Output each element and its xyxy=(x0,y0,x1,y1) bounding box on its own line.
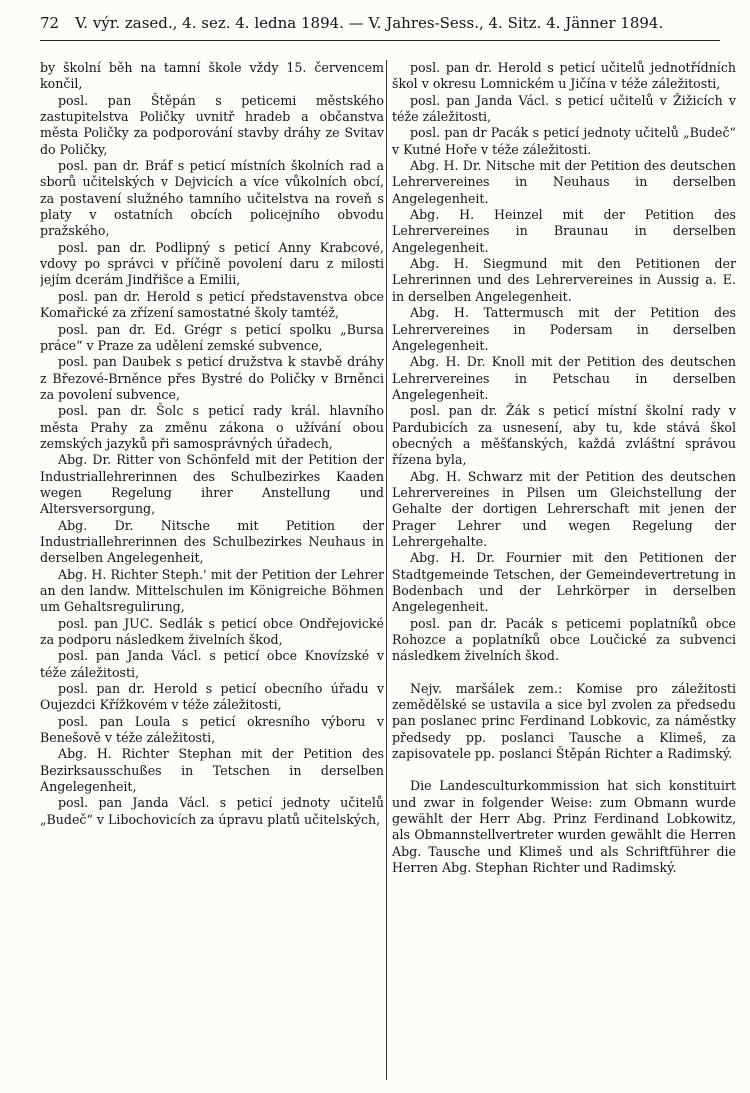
paragraph: posl. pan Janda Václ. s peticí obce Knovízské v téže záležitosti, xyxy=(40,648,384,680)
header-text: V. výr. zased., 4. sez. 4. ledna 1894. — V. Jahres-Sess., 4. Sitz. 4. Jänner 1894. xyxy=(75,14,664,32)
right-column xyxy=(392,60,736,1080)
paragraph: posl. pan Daubek s peticí družstva k stavbě dráhy z Březové-Brněnce přes Bystré do Poličky v Brněnci za povolení subvence, xyxy=(40,354,384,402)
page-number: 72 xyxy=(40,14,60,32)
paragraph: Abg. H. Dr. Knoll mit der Petition des deutschen Lehrervereines in Petschau in derselben Angelegenheit. xyxy=(392,354,736,402)
paragraph: Abg. H. Dr. Nitsche mit der Petition des deutschen Lehrervereines in Neuhaus in derselben Angelegenheit. xyxy=(392,158,736,206)
paragraph: Abg. H. Schwarz mit der Petition des deutschen Lehrervereines in Pilsen um Gleichstellung der Gehalte der dortigen Lehrerschaft mit jenen der Prager Lehrer und wegen Regelung der Lehrergehalte. xyxy=(392,468,736,549)
header-rule xyxy=(40,40,720,41)
column-divider xyxy=(386,60,387,1080)
paragraph: posl. pan dr. Ed. Grégr s peticí spolku „Bursa práce“ v Praze za udělení zemské subvence, xyxy=(40,321,384,353)
paragraph: posl. pan JUC. Sedlák s peticí obce Ondřejovické za podporu následkem živelních škod, xyxy=(40,615,384,648)
paragraph: posl. pan dr. Pacák s peticemi poplatníků obce Rohozce a poplatníků obce Loučické za subvenci následkem živelních škod. xyxy=(392,615,736,664)
paragraph: Abg. H. Tattermusch mit der Petition des Lehrervereines in Podersam in derselben Angelegenheit. xyxy=(392,305,736,353)
paragraph: posl. pan Loula s peticí okresního výboru v Benešově v téže záležitosti, xyxy=(40,713,384,746)
paragraph: Abg. H. Richter Steph.' mit der Petition der Lehrer an den landw. Mittelschulen im Königreiche Böhmen um Gehaltsregulirung, xyxy=(40,566,384,615)
paragraph: by školní běh na tamní škole vždy 15. červencem končil, xyxy=(40,60,384,92)
paragraph: posl. pan dr. Žák s peticí místní školní rady v Pardubicích za usnesení, aby tu, kde stává škol obecných a měšťanských, každá zvláštní správou řízena byla, xyxy=(392,403,736,468)
paragraph: Abg. Dr. Nitsche mit Petition der Industriallehrerinnen des Schulbezirkes Neuhaus in derselben Angelegenheit, xyxy=(40,517,384,566)
paragraph: posl. pan Štěpán s peticemi městského zastupitelstva Poličky uvnitř hradeb a občanstva města Poličky za podporování stavby dráhy ze Svitav do Poličky, xyxy=(40,92,384,157)
paragraph: posl. pan dr. Bráf s peticí místních školních rad a sborů učitelských v Dejvicích a více vůkolních obcí, za postavení služného tamního učitelstva na roveň s platy v ostatních obcích policejního obvodu pražského, xyxy=(40,158,384,239)
paragraph: Abg. H. Richter Stephan mit der Petition des Bezirksausschußes in Tetschen in derselben Angelegenheit, xyxy=(40,746,384,795)
paragraph: Die Landesculturkommission hat sich konstituirt und zwar in folgender Weise: zum Obmann wurde gewählt der Herr Abg. Prinz Ferdinand Lobkowitz, als Obmannstellvertreter wurden gewählt die Herren Abg. Tausche und Klimeš und als Schriftführer die Herren Abg. Stephan Richter und Radimský. xyxy=(392,778,736,876)
paragraph: posl. pan dr. Herold s peticí představenstva obce Komařické za zřízení samostatné školy tamtéž, xyxy=(40,288,384,321)
paragraph: Abg. H. Siegmund mit den Petitionen der Lehrerinnen und des Lehrervereines in Aussig a. E. in derselben Angelegenheit. xyxy=(392,256,736,304)
paragraph: posl. pan Janda Václ. s peticí jednoty učitelů „Budeč“ v Libochovicích za úpravu platů učitelských, xyxy=(40,795,384,827)
paragraph: posl. pan dr. Šolc s peticí rady král. hlavního města Prahy za změnu zákona o užívání obou zemských jazyků při samosprávných úřadech, xyxy=(40,403,384,451)
paragraph: Nejv. maršálek zem.: Komise pro záležitosti zemědělské se ustavila a sice byl zvolen za předsedu pan poslanec princ Ferdinand Lobkovic, za náměstky předsedy pp. poslanci Tausche a Klimeš, za zapisovatele pp. poslanci Štěpán Richter a Radimský. xyxy=(392,680,736,762)
paragraph: posl. pan dr. Herold s peticí obecního úřadu v Oujezdci Křížkovém v téže záležitosti, xyxy=(40,681,384,713)
paragraph: posl. pan dr Pacák s peticí jednoty učitelů „Budeč“ v Kutné Hoře v téže záležitosti. xyxy=(392,125,736,157)
paragraph: posl. pan Janda Václ. s peticí učitelů v Žižicích v téže záležitosti, xyxy=(392,92,736,125)
paragraph: posl. pan dr. Herold s peticí učitelů jednotřídních škol v okresu Lomnickém u Jičína v téže záležitosti, xyxy=(392,60,736,92)
paragraph: Abg. Dr. Ritter von Schönfeld mit der Petition der Industriallehrerinnen des Schulbezirkes Kaaden wegen Regelung ihrer Anstellung und Altersversorgung, xyxy=(40,452,384,517)
paragraph: posl. pan dr. Podlipný s peticí Anny Krabcové, vdovy po správci v příčině povolení daru z milosti jejím dcerám Jindřišce a Emilii, xyxy=(40,239,384,288)
left-column xyxy=(40,60,384,1080)
paragraph: Abg. H. Heinzel mit der Petition des Lehrervereines in Braunau in derselben Angelegenheit. xyxy=(392,207,736,255)
page-header xyxy=(40,14,720,54)
paragraph: Abg. H. Dr. Fournier mit den Petitionen der Stadtgemeinde Tetschen, der Gemeindevertretung in Bodenbach und der Lehrkörper in derselben Angelegenheit. xyxy=(392,550,736,615)
